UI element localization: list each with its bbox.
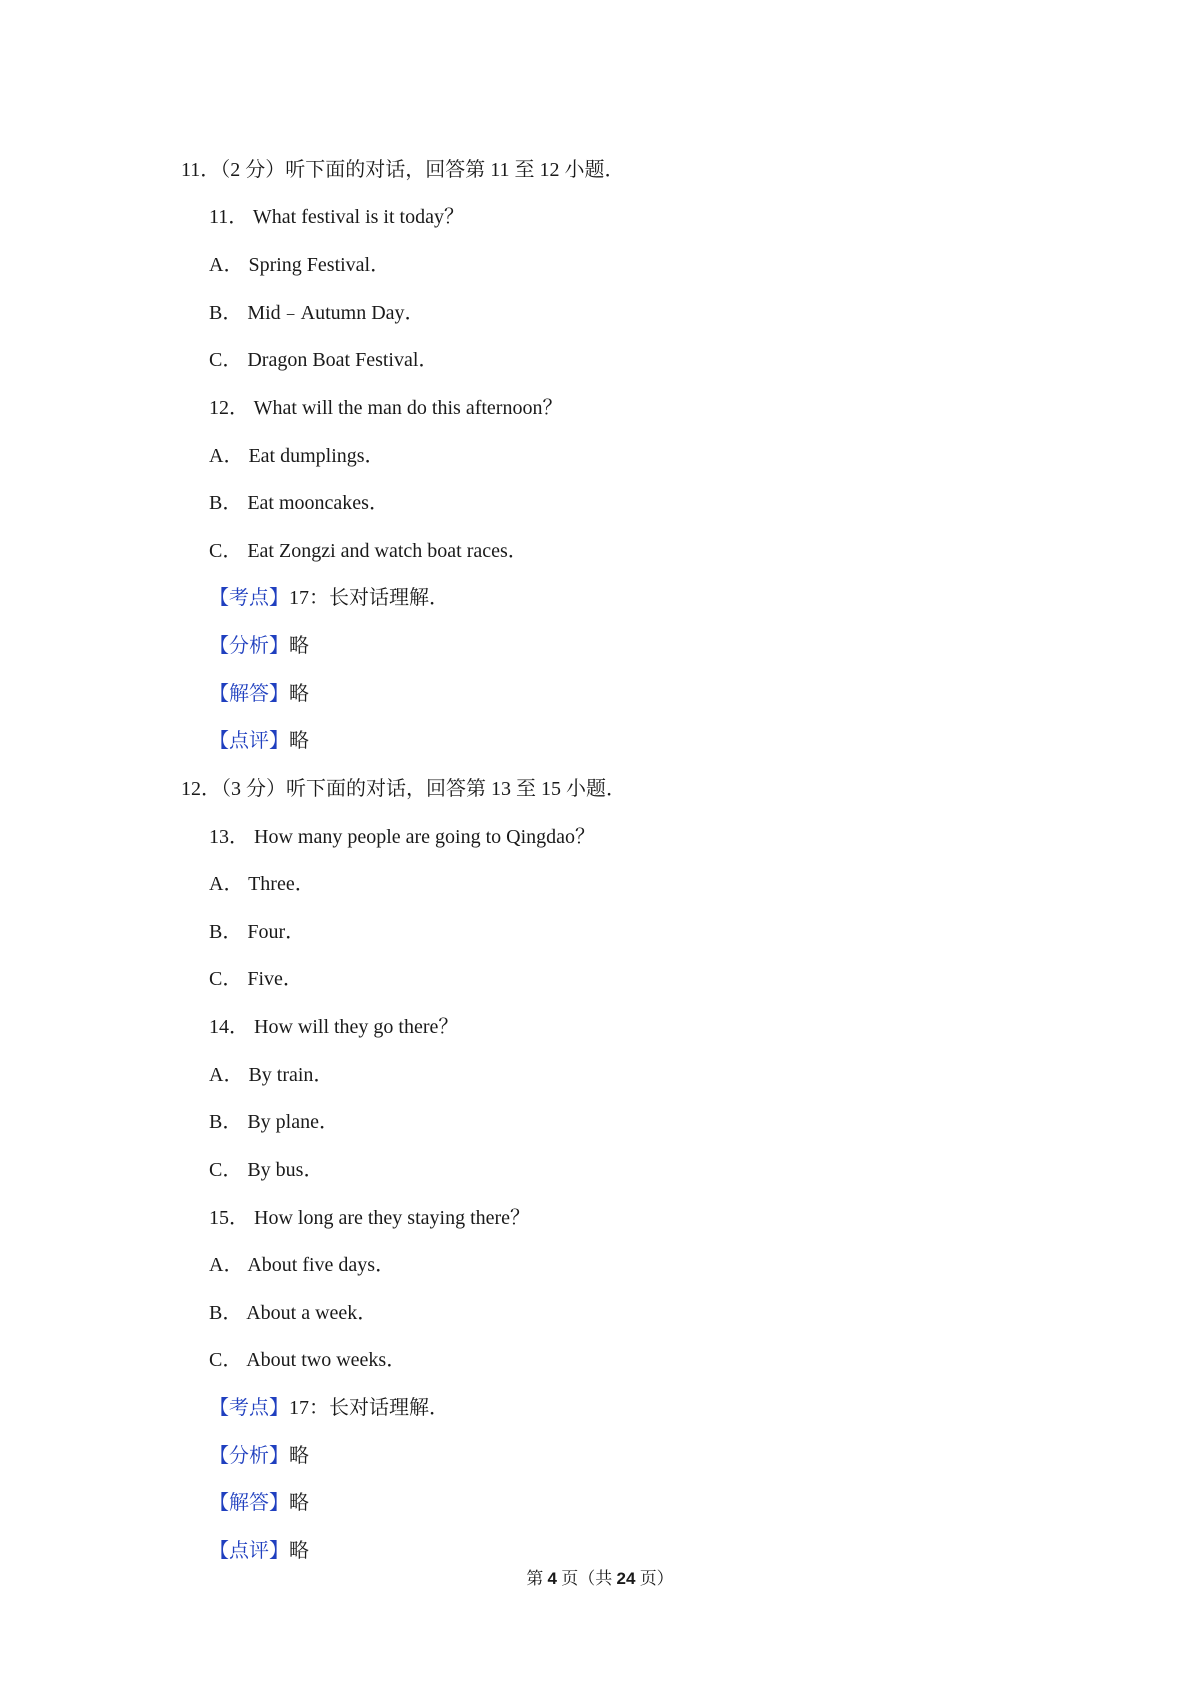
footer-total-pages: 24	[616, 1569, 636, 1588]
note-kaodian	[209, 1395, 449, 1421]
footer-prefix: 第	[526, 1569, 548, 1588]
note-fenxi	[209, 1443, 309, 1469]
option: A． By train．	[209, 1064, 334, 1086]
note-jieda	[209, 1490, 309, 1516]
option: C． Eat Zongzi and watch boat races．	[209, 540, 528, 562]
note-tag: 【解答】	[209, 683, 289, 705]
note-tag: 【点评】	[209, 1540, 289, 1562]
note-text: 略	[289, 1540, 309, 1562]
option: C． Dragon Boat Festival．	[209, 349, 439, 371]
note-text: 17：长对话理解．	[289, 587, 449, 609]
option: C． By bus．	[209, 1159, 324, 1181]
note-dianping	[209, 1538, 309, 1564]
sub-question: 15． How long are they staying there？	[209, 1207, 531, 1229]
option: C． Five．	[209, 968, 303, 990]
footer-suffix: 页）	[635, 1569, 674, 1588]
note-tag: 【分析】	[209, 635, 289, 657]
note-tag: 【考点】	[209, 587, 289, 609]
footer-page-number: 4	[547, 1569, 558, 1588]
page-footer	[0, 1568, 1200, 1590]
option: C． About two weeks．	[209, 1349, 407, 1371]
note-jieda	[209, 681, 309, 707]
sub-question: 14． How will they go there？	[209, 1016, 459, 1038]
note-dianping	[209, 728, 309, 754]
option: B． Mid﹣Autumn Day．	[209, 302, 425, 324]
note-tag: 【分析】	[209, 1445, 289, 1467]
note-text: 17：长对话理解．	[289, 1397, 449, 1419]
question-header: 11．（2 分）听下面的对话，回答第 11 至 12 小题．	[181, 159, 625, 181]
note-text: 略	[289, 635, 309, 657]
option: A． Three．	[209, 873, 315, 895]
sub-question: 13． How many people are going to Qingdao？	[209, 826, 596, 848]
question-header: 12．（3 分）听下面的对话，回答第 13 至 15 小题．	[181, 778, 626, 800]
sub-question: 12． What will the man do this afternoon？	[209, 397, 563, 419]
note-kaodian	[209, 585, 449, 611]
footer-middle: 页（共	[557, 1569, 617, 1588]
option: A． About five days．	[209, 1254, 396, 1276]
option: A． Eat dumplings．	[209, 445, 385, 467]
note-fenxi	[209, 633, 309, 659]
option: A． Spring Festival．	[209, 254, 391, 276]
note-tag: 【解答】	[209, 1492, 289, 1514]
option: B． Four．	[209, 921, 306, 943]
note-text: 略	[289, 683, 309, 705]
note-tag: 【点评】	[209, 730, 289, 752]
sub-question: 11． What festival is it today？	[209, 206, 464, 228]
note-text: 略	[289, 1445, 309, 1467]
note-text: 略	[289, 1492, 309, 1514]
option: B． About a week．	[209, 1302, 378, 1324]
note-text: 略	[289, 730, 309, 752]
option: B． By plane．	[209, 1111, 339, 1133]
note-tag: 【考点】	[209, 1397, 289, 1419]
option: B． Eat mooncakes．	[209, 492, 389, 514]
